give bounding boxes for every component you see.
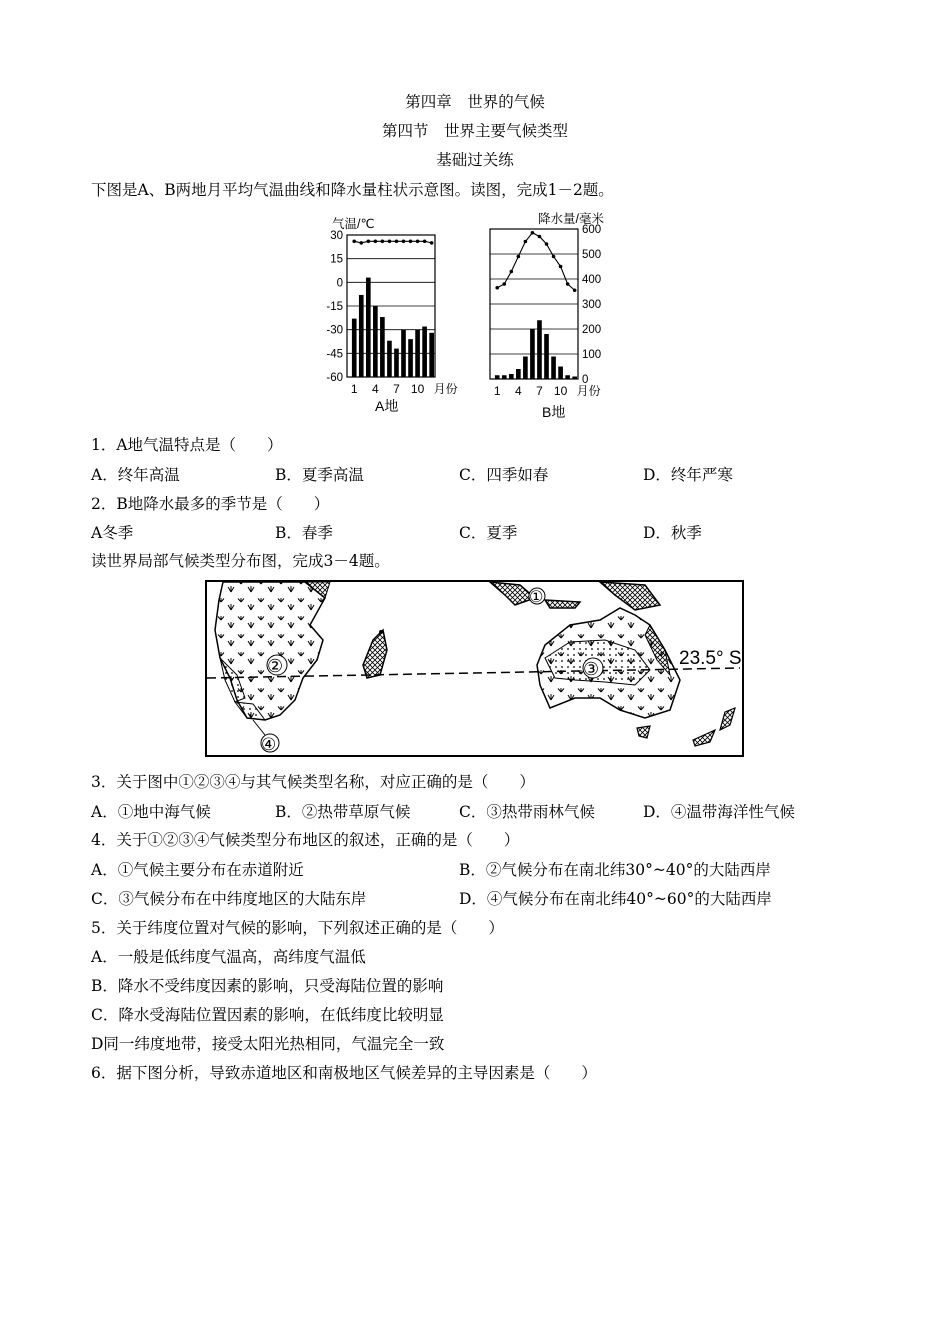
q4-option-d[interactable]: D．④气候分布在南北纬40°~60°的大陆西岸 (459, 890, 772, 908)
precip-bar (401, 330, 406, 377)
precip-bar (565, 375, 570, 379)
q3-option-a[interactable]: A．①地中海气候 (91, 803, 211, 821)
temperature-point (359, 241, 363, 245)
y-tick-label: 15 (330, 253, 343, 266)
intro-text-1: 下图是A、B两地月平均气温曲线和降水量柱状示意图。读图，完成1－2题。 (91, 181, 614, 199)
temperature-point (552, 255, 556, 259)
temperature-point (352, 240, 356, 244)
temperature-point (381, 240, 385, 244)
x-tick-label: 1 (350, 382, 358, 396)
q2-option-a[interactable]: A冬季 (91, 524, 134, 542)
precip-bar (516, 369, 521, 379)
y-tick-label: 200 (582, 324, 602, 336)
precip-bar (502, 375, 507, 379)
temperature-point (566, 282, 570, 286)
y-tick-label: -15 (326, 301, 343, 313)
chart-a-label: A地 (375, 398, 399, 414)
q3-option-b[interactable]: B．②热带草原气候 (275, 803, 411, 821)
precip-bar (359, 295, 364, 377)
temperature-point (517, 255, 521, 259)
temperature-point (545, 242, 549, 246)
x-tick-label: 4 (372, 382, 379, 396)
climate-charts (310, 205, 650, 425)
precip-bar (572, 377, 577, 380)
temperature-point (538, 235, 542, 239)
temperature-point (573, 288, 577, 292)
q4-option-a[interactable]: A．①气候主要分布在赤道附近 (91, 861, 304, 879)
temperature-point (395, 240, 399, 244)
precip-bar (495, 375, 500, 379)
temperature-point (559, 265, 563, 269)
precip-bar (373, 306, 378, 377)
y-tick-label: 600 (582, 224, 602, 236)
x-tick-label: 月份 (433, 382, 458, 396)
q4-option-b[interactable]: B．②气候分布在南北纬30°~40°的大陆西岸 (459, 861, 771, 879)
temperature-point (416, 240, 420, 244)
y-tick-label: 100 (582, 349, 602, 361)
q2-option-b[interactable]: B．春季 (275, 524, 333, 542)
precip-bar (537, 320, 542, 379)
y-tick-label: -30 (326, 324, 343, 337)
intro-text-2: 读世界局部气候类型分布图，完成3－4题。 (91, 552, 390, 570)
y-tick-label: -45 (326, 348, 343, 361)
precip-bar (415, 330, 420, 377)
q2-option-c[interactable]: C．夏季 (459, 524, 518, 542)
precip-bar (408, 339, 413, 377)
marker-3: ③ (583, 659, 600, 679)
question-6-stem: 6．据下图分析，导致赤道地区和南极地区气候差异的主导因素是（ ） (91, 1064, 597, 1082)
chart-b-label: B地 (542, 404, 566, 420)
temperature-point (531, 231, 535, 235)
x-tick-label: 10 (410, 382, 425, 396)
question-2-stem: 2．B地降水最多的季节是（ ） (91, 495, 330, 513)
temperature-point (430, 241, 434, 245)
marker-2: ② (267, 656, 284, 676)
precip-bar (551, 357, 556, 380)
x-tick-label: 7 (536, 384, 543, 398)
precip-bar (509, 374, 514, 379)
q1-option-c[interactable]: C．四季如春 (459, 466, 549, 484)
temperature-point (510, 270, 514, 274)
x-tick-label: 7 (393, 382, 400, 396)
question-3-stem: 3．关于图中①②③④与其气候类型名称，对应正确的是（ ） (91, 773, 535, 791)
y-tick-label: 300 (582, 299, 602, 311)
temperature-point (367, 240, 371, 244)
q5-option-b[interactable]: B．降水不受纬度因素的影响，只受海陆位置的影响 (91, 977, 444, 995)
precip-bar (429, 333, 434, 377)
q3-option-c[interactable]: C．③热带雨林气候 (459, 803, 595, 821)
y-tick-label: -60 (326, 372, 343, 384)
x-tick-label: 10 (553, 384, 568, 398)
temperature-point (495, 286, 499, 290)
q4-option-c[interactable]: C．③气候分布在中纬度地区的大陆东岸 (91, 890, 367, 908)
q5-option-c[interactable]: C．降水受海陆位置因素的影响，在低纬度比较明显 (91, 1006, 444, 1024)
temperature-point (409, 240, 413, 244)
q2-option-d[interactable]: D．秋季 (643, 524, 702, 542)
precip-bar (352, 319, 357, 377)
marker-4: ④ (261, 735, 277, 754)
precip-bar (558, 367, 563, 380)
tasmania (637, 726, 650, 738)
q1-option-a[interactable]: A．终年高温 (91, 466, 180, 484)
temperature-line (354, 241, 431, 243)
q1-option-d[interactable]: D．终年严寒 (643, 466, 733, 484)
temperature-point (388, 240, 392, 244)
precip-bar (366, 278, 371, 377)
chapter-title: 第四章 世界的气候 (405, 93, 545, 111)
q5-option-d[interactable]: D同一纬度地带，接受太阳光热相同，气温完全一致 (91, 1035, 445, 1053)
chart-b-ylabel: 降水量/毫米 (538, 212, 604, 226)
chart-a-ylabel: 气温/℃ (332, 217, 375, 231)
y-tick-label: 400 (582, 274, 602, 286)
q1-option-b[interactable]: B．夏季高温 (275, 466, 364, 484)
precip-bar (544, 334, 549, 379)
precip-bar (394, 349, 399, 377)
x-tick-label: 4 (515, 384, 522, 398)
temperature-point (423, 240, 427, 244)
exercise-subtitle: 基础过关练 (436, 151, 514, 169)
q5-option-a[interactable]: A．一般是低纬度气温高，高纬度气温低 (91, 948, 366, 966)
precip-bar (380, 317, 385, 377)
climate-map (205, 580, 745, 758)
temperature-point (374, 240, 378, 244)
y-tick-label: 30 (330, 230, 343, 242)
q3-option-d[interactable]: D．④温带海洋性气候 (643, 803, 795, 821)
x-tick-label: 1 (493, 384, 501, 398)
precip-bar (422, 327, 427, 377)
marker-1: ① (529, 589, 544, 606)
x-tick-label: 月份 (576, 384, 601, 398)
temperature-point (502, 282, 506, 286)
y-tick-label: 0 (336, 277, 343, 290)
y-tick-label: 0 (582, 374, 589, 386)
section-title: 第四节 世界主要气候类型 (381, 122, 568, 140)
precip-bar (523, 357, 528, 380)
temperature-point (402, 240, 406, 244)
question-4-stem: 4．关于①②③④气候类型分布地区的叙述，正确的是（ ） (91, 831, 520, 849)
precip-bar (530, 329, 535, 379)
question-1-stem: 1．A地气温特点是（ ） (91, 436, 283, 454)
temperature-line (497, 233, 574, 291)
temperature-point (524, 240, 528, 244)
latitude-label: 23.5° S (679, 648, 742, 669)
precip-bar (387, 341, 392, 377)
question-5-stem: 5．关于纬度位置对气候的影响，下列叙述正确的是（ ） (91, 919, 504, 937)
y-tick-label: 500 (582, 249, 602, 261)
